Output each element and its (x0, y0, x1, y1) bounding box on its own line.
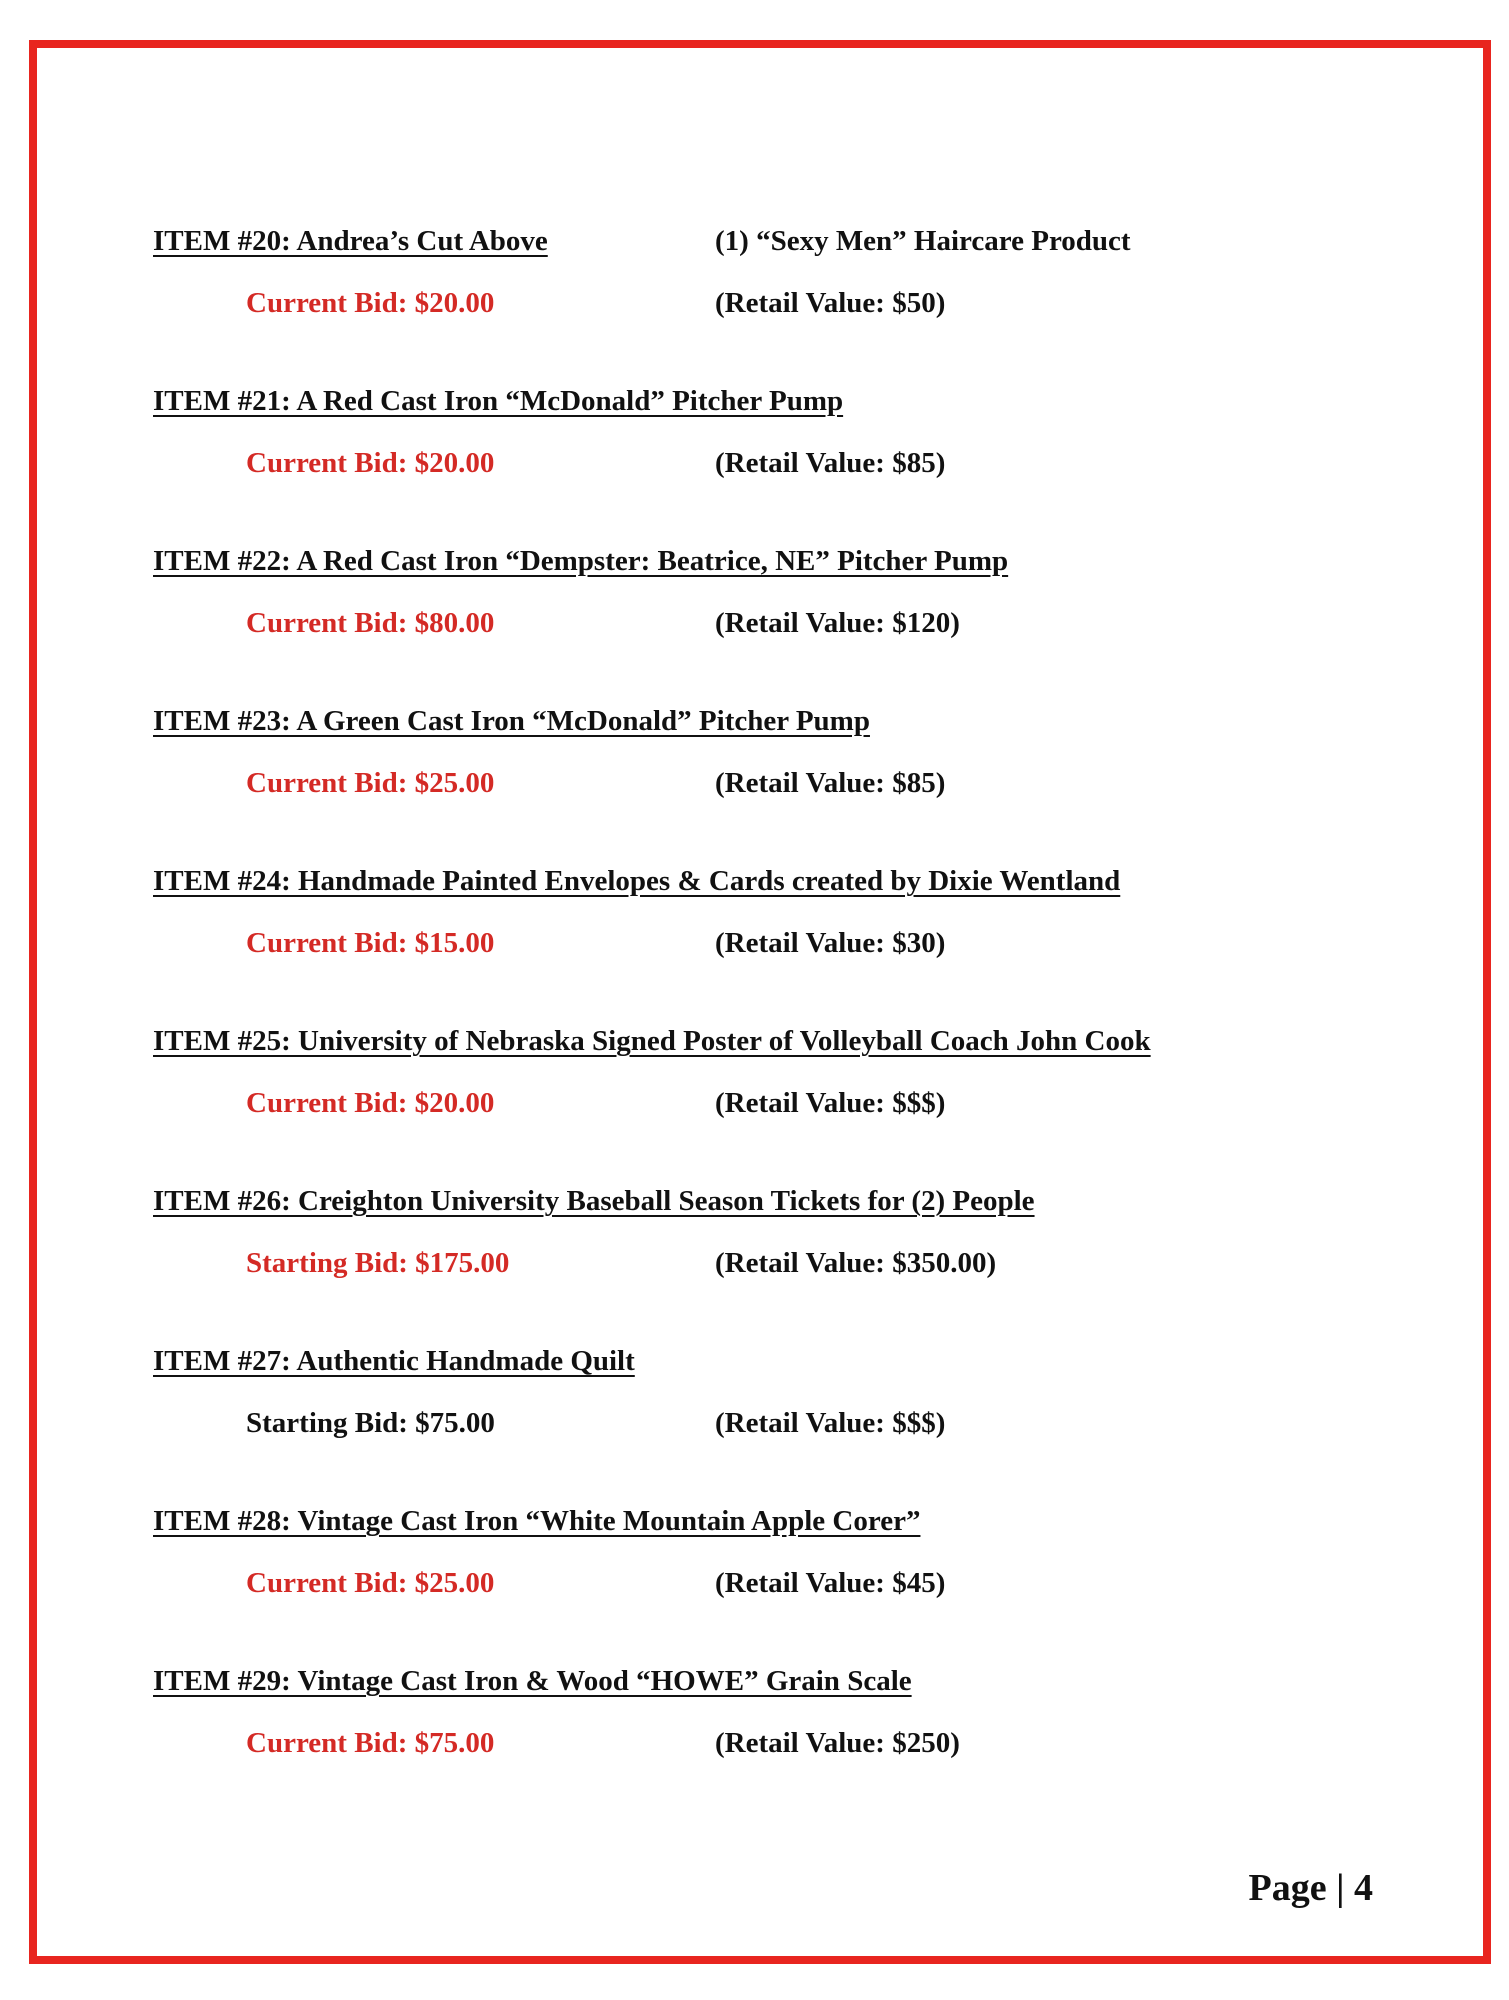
auction-item-25 (153, 1025, 1333, 1127)
item-retail-value: (Retail Value: $85) (715, 447, 946, 479)
item-retail-value: (Retail Value: $30) (715, 927, 946, 959)
item-bid: Current Bid: $20.00 (246, 1087, 495, 1119)
auction-item-23 (153, 705, 1333, 807)
item-retail-value: (Retail Value: $45) (715, 1567, 946, 1599)
item-title: ITEM #26: Creighton University Baseball Season Tickets for (2) People (153, 1185, 1035, 1217)
item-title: ITEM #21: A Red Cast Iron “McDonald” Pitcher Pump (153, 385, 844, 417)
item-bid: Starting Bid: $175.00 (246, 1247, 510, 1279)
item-description: (1) “Sexy Men” Haircare Product (715, 225, 1131, 257)
item-title: ITEM #25: University of Nebraska Signed Poster of Volleyball Coach John Cook (153, 1025, 1151, 1057)
auction-item-28 (153, 1505, 1333, 1607)
item-bid: Current Bid: $25.00 (246, 767, 495, 799)
auction-item-29 (153, 1665, 1333, 1767)
item-title: ITEM #27: Authentic Handmade Quilt (153, 1345, 635, 1377)
item-retail-value: (Retail Value: $350.00) (715, 1247, 997, 1279)
item-title: ITEM #28: Vintage Cast Iron “White Mountain Apple Corer” (153, 1505, 921, 1537)
item-retail-value: (Retail Value: $$$) (715, 1087, 946, 1119)
item-bid: Current Bid: $80.00 (246, 607, 495, 639)
item-title: ITEM #22: A Red Cast Iron “Dempster: Beatrice, NE” Pitcher Pump (153, 545, 1009, 577)
item-retail-value: (Retail Value: $120) (715, 607, 960, 639)
item-bid: Current Bid: $15.00 (246, 927, 495, 959)
item-bid: Starting Bid: $75.00 (246, 1407, 495, 1439)
auction-item-27 (153, 1345, 1333, 1447)
item-title: ITEM #24: Handmade Painted Envelopes & Cards created by Dixie Wentland (153, 865, 1121, 897)
item-bid: Current Bid: $75.00 (246, 1727, 495, 1759)
item-bid: Current Bid: $20.00 (246, 287, 495, 319)
item-title: ITEM #20: Andrea’s Cut Above (153, 225, 548, 257)
auction-item-21 (153, 385, 1333, 487)
item-retail-value: (Retail Value: $$$) (715, 1407, 946, 1439)
auction-item-26 (153, 1185, 1333, 1287)
item-title: ITEM #23: A Green Cast Iron “McDonald” Pitcher Pump (153, 705, 870, 737)
item-bid: Current Bid: $20.00 (246, 447, 495, 479)
item-bid: Current Bid: $25.00 (246, 1567, 495, 1599)
auction-item-20 (153, 225, 1333, 327)
item-retail-value: (Retail Value: $50) (715, 287, 946, 319)
auction-item-24 (153, 865, 1333, 967)
item-retail-value: (Retail Value: $85) (715, 767, 946, 799)
item-retail-value: (Retail Value: $250) (715, 1727, 960, 1759)
auction-item-22 (153, 545, 1333, 647)
item-title: ITEM #29: Vintage Cast Iron & Wood “HOWE” Grain Scale (153, 1665, 912, 1697)
page-number: Page | 4 (1248, 1867, 1373, 1909)
